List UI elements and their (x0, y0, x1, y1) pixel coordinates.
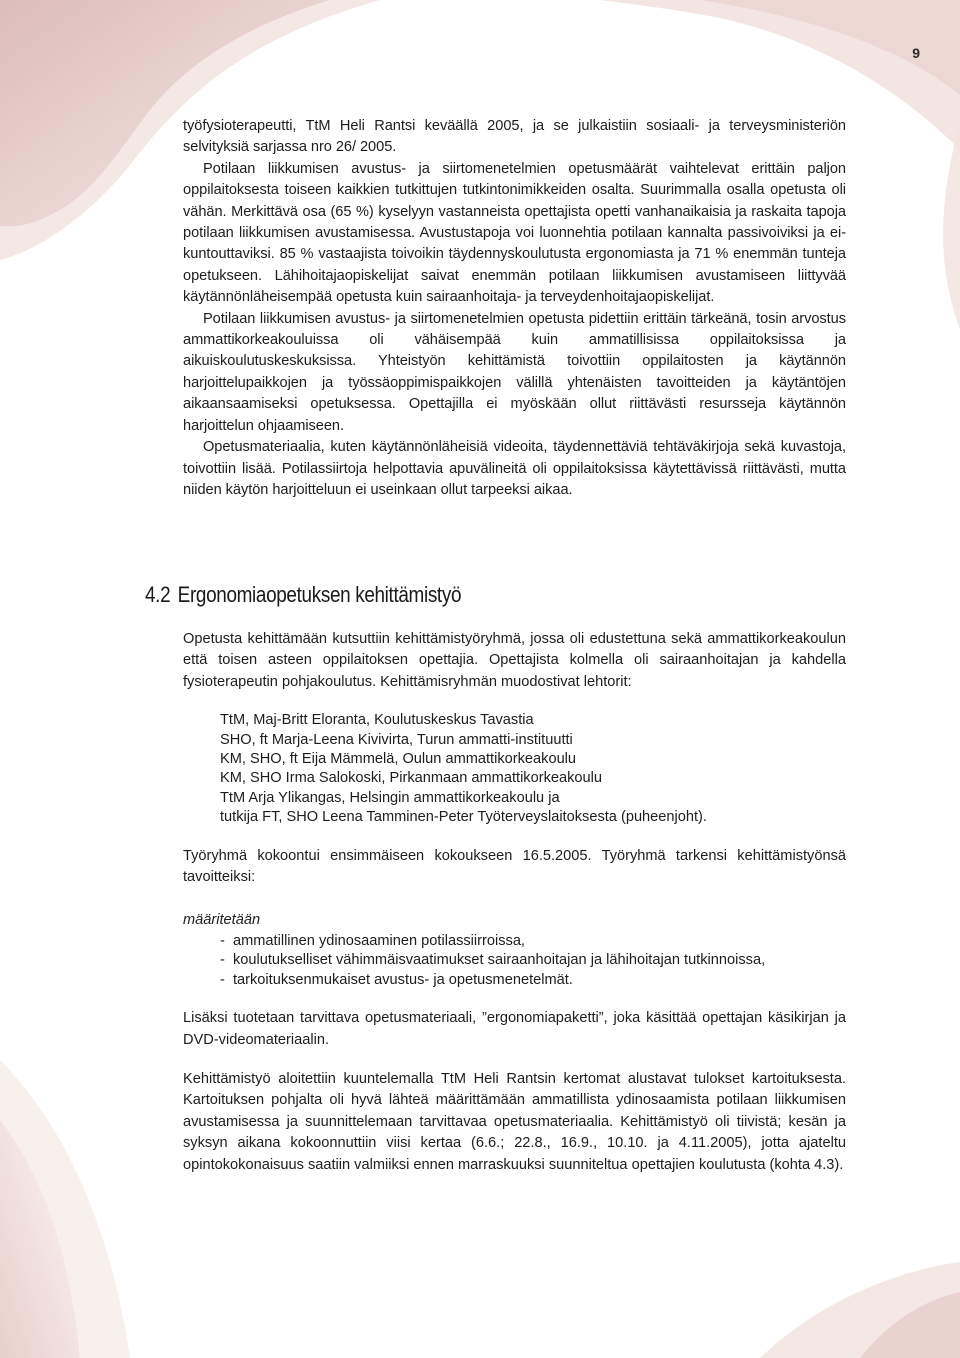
list-item: KM, SHO, ft Eija Mämmelä, Oulun ammattikorkeakoulu (220, 751, 577, 768)
list-item: - ammatillinen ydinosaaminen potilassiirroissa, (220, 932, 846, 951)
list-item: KM, SHO Irma Salokoski, Pirkanmaan ammattikorkeakoulu (220, 770, 603, 787)
right-edge-swirl (943, 120, 960, 330)
section-body (183, 629, 846, 1176)
paragraph: Lisäksi tuotetaan tarvittava opetusmateriaali, ”ergonomiapaketti”, joka käsittää opettajan käsikirjan ja DVD-videomateriaalin. (183, 1010, 846, 1048)
member-list (220, 711, 846, 827)
paragraph: työfysioterapeutti, TtM Heli Rantsi keväällä 2005, ja se julkaistiin sosiaali- ja terveysministeriön selvityksiä sarjassa nro 26/ 2005. (183, 118, 846, 156)
paragraph: Opetusta kehittämään kutsuttiin kehittämistyöryhmä, jossa oli edustettuna sekä ammattikorkeakoulun että toisen asteen oppilaitoksen opettajia. Opettajista kolmella oli sairaanhoitajan ja kahdella fysioterapeutin pohjakoulutus. Kehittämisryhmän muodostivat lehtorit: (183, 631, 846, 690)
list-item: - tarkoituksenmukaiset avustus- ja opetusmenetelmät. (220, 971, 846, 990)
section-heading (145, 582, 461, 608)
intro-text (183, 116, 846, 501)
paragraph: Opetusmateriaalia, kuten käytännönläheisiä videoita, täydennettäviä tehtäväkirjoja sekä kuvastoja, toivottiin lisää. Potilassiirtoja helpottavia apuvälineitä oli oppilaitoksissa käytettävissä riittävästi, mutta niiden käytön harjoitteluun ei useinkaan ollut tarpeeksi aikaa. (183, 439, 846, 498)
paragraph: Työryhmä kokoontui ensimmäiseen kokoukseen 16.5.2005. Työryhmä tarkensi kehittämistyönsä tavoitteiksi: (183, 847, 846, 886)
list-item: - koulutukselliset vähimmäisvaatimukset sairaanhoitajan ja lähihoitajan tutkinnoissa, (220, 951, 846, 970)
paragraph: Kehittämistyö aloitettiin kuuntelemalla TtM Heli Rantsin kertomat alustavat tulokset kartoituksesta. Kartoituksen pohjalta oli hyvä lähteä määrittämään ammatillista ydinosaamista potilaan liikkumisen avustamisessa ja suunnittelemaan tarvittavaa opetusmateriaalia. Kehittämistyö oli tiivistä; kesän ja syksyn aikana kokoonnuttiin viisi kertaa (6.6.; 22.8., 16.9., 10.10. ja 4.11.2005), jotta ajateltu opintokokonaisuus saatiin valmiiksi ennen marraskuuksi suunniteltua opettajien koulutusta (kohta 4.3). (183, 1070, 846, 1173)
goals-heading: määritetään (183, 912, 261, 929)
paragraph: Potilaan liikkumisen avustus- ja siirtomenetelmien opetusta pidettiin erittäin tärkeänä, tosin arvostus ammattikorkeakouluissa oli vähäisempää kuin ammatillisissa oppilaitoksissa ja aikuiskoulutuskeskuksissa. Yhteistyön kehittämistä toivottiin oppilaitosten ja käytännön harjoittelupaikkojen ja työssäoppimispaikkojen välillä yhtenäisten tavoitteiden ja käytäntöjen aikaansaamiseksi opetuksessa. Opettajilla ei myöskään ollut riittävästi resursseja käytännön harjoittelun ohjaamiseen. (183, 310, 846, 434)
paragraph: Potilaan liikkumisen avustus- ja siirtomenetelmien opetusmäärät vaihtelevat erittäin paljon oppilaitoksesta toiseen kaikkien tutkittujen tutkintonimikkeiden osalta. Suurimmalla osalla opetusta oli vähän. Merkittävä osa (65 %) kyselyyn vastanneista opettajista opetti vanhanaikaisia ja raskaita tapoja potilaan liikkumisen avustamisessa. Avustustapoja voi luonnehtia potilaan kannalta passivoiviksi ja ei-kuntouttaviksi. 85 % vastaajista toivoikin täydennyskoulutusta ergonomiasta ja 71 % enemmän tunteja opetukseen. Lähihoitajaopiskelijat saivat enemmän potilaan liikkumisen avustamiseen liittyvää käytännönläheisempää opetusta kuin sairaanhoitaja- ja terveydenhoitajaopiskelijat. (183, 160, 846, 306)
list-item: tutkija FT, SHO Leena Tamminen-Peter Työterveyslaitoksesta (puheenjoht). (220, 809, 707, 826)
section-number: 4.2 (145, 582, 171, 607)
goal-list (220, 932, 846, 990)
page-number: 9 (912, 45, 920, 61)
list-item: SHO, ft Marja-Leena Kivivirta, Turun ammatti-instituutti (220, 731, 573, 748)
section-title: Ergonomiaopetuksen kehittämistyö (177, 582, 462, 607)
list-item: TtM Arja Ylikangas, Helsingin ammattikorkeakoulu ja (220, 789, 560, 806)
list-item: TtM, Maj-Britt Eloranta, Koulutuskeskus Tavastia (220, 712, 534, 729)
